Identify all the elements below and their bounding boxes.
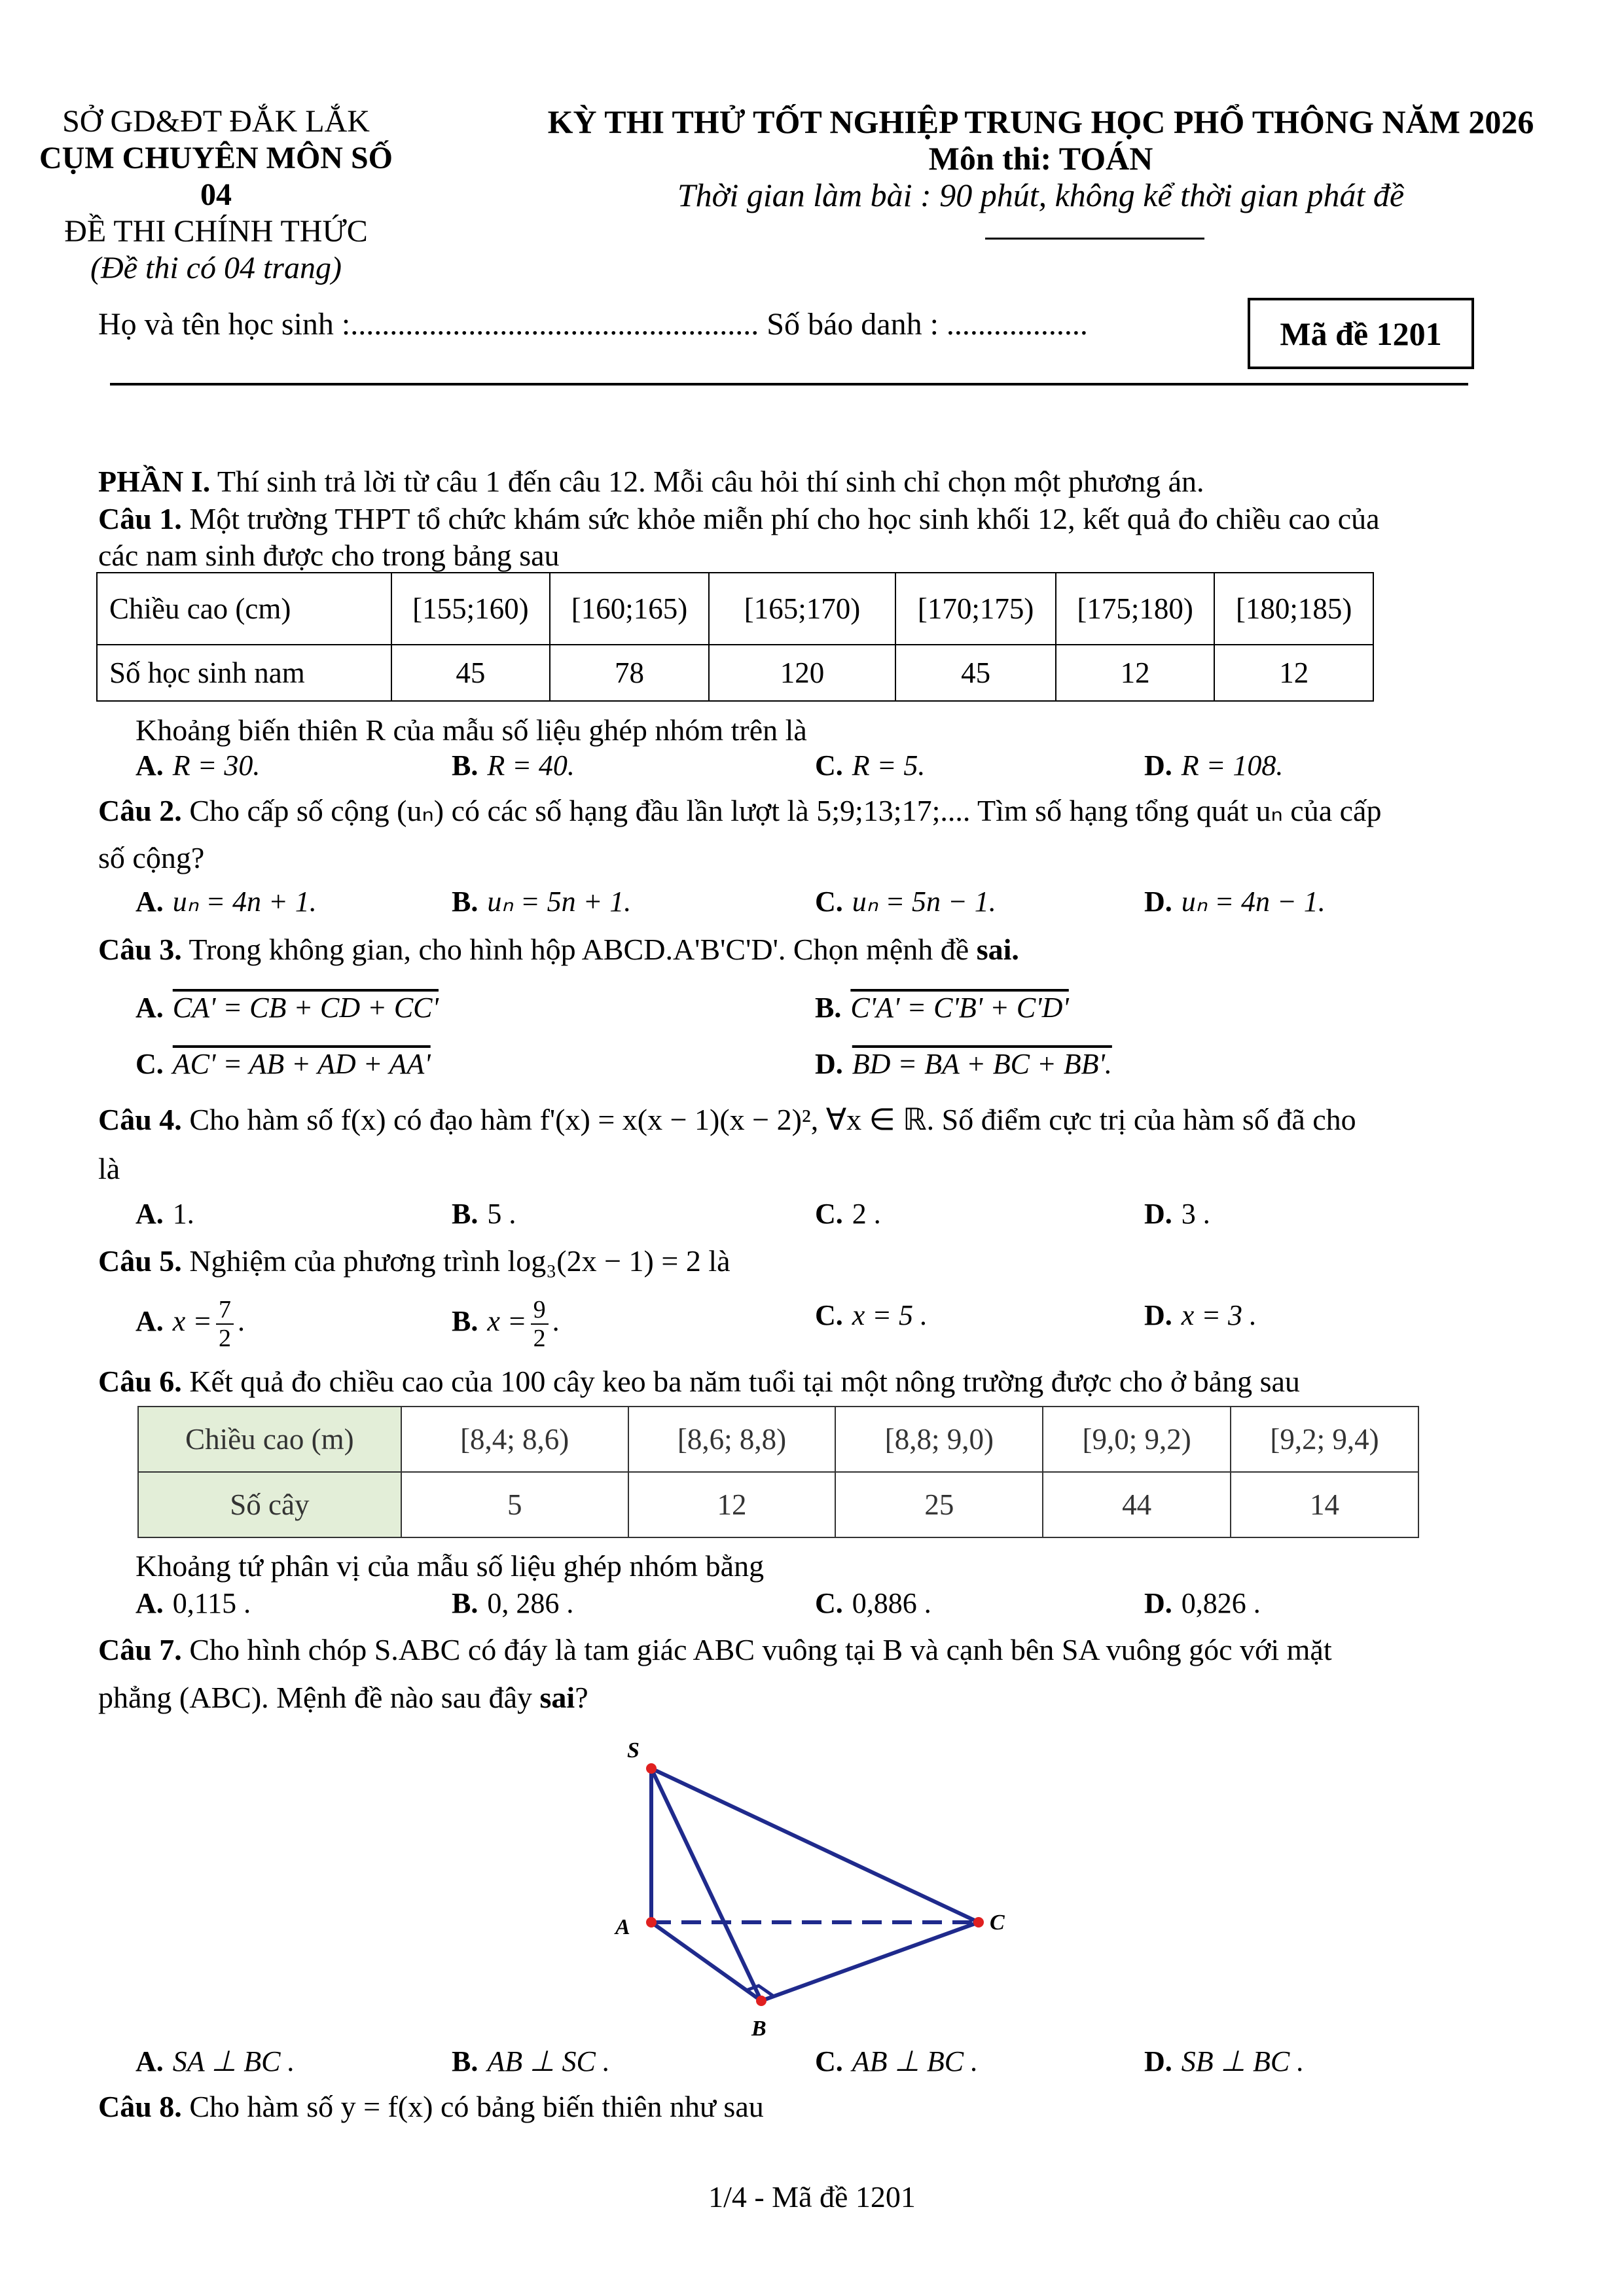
q3-stem: Câu 3. Trong không gian, cho hình hộp ABCD.A'B'C'D'. Chọn mệnh đề sai. [98,933,1019,966]
time-note: Thời gian làm bài : 90 phút, không kể thời gian phát đề [677,177,1405,213]
official-label: ĐỀ THI CHÍNH THỨC [64,214,368,249]
q1-row-cell: 78 [550,645,709,701]
q6-header-cell: Chiều cao (m) [138,1407,401,1472]
exam-code-box: Mã đề 1201 [1248,298,1474,369]
q1-stem: Câu 1. Một trường THPT tổ chức khám sức khỏe miễn phí cho học sinh khối 12, kết quả đo chiều cao của [98,502,1380,535]
label-c: C [990,1910,1005,1935]
q3-option-a[interactable]: A. CA' = CB + CD + CC' [135,992,439,1024]
q1-header-cell: [170;175) [895,573,1056,645]
q5-option-a[interactable]: A. x = $\frac{7}{2}$ . [135,1296,245,1352]
q1-header-cell: [175;180) [1056,573,1215,645]
fraction: $\frac{9}{2}$ [531,1296,549,1352]
label-b: B [751,2017,767,2041]
part1-instruction: PHẦN I. Thí sinh trả lời từ câu 1 đến câu 12. Mỗi câu hỏi thí sinh chỉ chọn một phương án. [98,465,1204,498]
q1-row-cell: 45 [391,645,550,701]
q1-header-cell: Chiều cao (cm) [97,573,391,645]
exam-title: KỲ THI THỬ TỐT NGHIỆP TRUNG HỌC PHỔ THÔNG NĂM 2026 [547,103,1534,140]
q4-option-c[interactable]: C. 2 . [815,1198,881,1230]
q1-header-cell: [160;165) [550,573,709,645]
q6-row-cell: 25 [835,1472,1043,1537]
page-count-note: (Đề thi có 04 trang) [90,251,342,285]
label-a: A [615,1915,630,1939]
q4-option-a[interactable]: A. 1. [135,1198,194,1230]
point-a [646,1917,657,1928]
q5-option-b[interactable]: B. x = $\frac{9}{2}$ . [452,1296,560,1352]
q7-stem-2: phẳng (ABC). Mệnh đề nào sau đây sai? [98,1681,588,1714]
edge-sb [651,1768,761,2001]
point-s [646,1763,657,1774]
q7-option-b[interactable]: B. AB ⊥ SC . [452,2045,610,2077]
q2-option-d[interactable]: D. uₙ = 4n − 1. [1144,886,1326,918]
q1-prompt: Khoảng biến thiên R của mẫu số liệu ghép nhóm trên là [135,713,807,747]
q6-option-a[interactable]: A. 0,115 . [135,1587,251,1619]
header-divider [110,383,1468,386]
q1-stem-2: các nam sinh được cho trong bảng sau [98,539,560,572]
q6-header-cell: [8,4; 8,6) [401,1407,628,1472]
header-divider-short [985,238,1204,240]
cluster-name: CỤM CHUYÊN MÔN SỐ 04 [39,141,393,212]
q4-stem-2: là [98,1152,120,1185]
q6-stem: Câu 6. Kết quả đo chiều cao của 100 cây keo ba năm tuổi tại một nông trường được cho ở bảng sau [98,1365,1300,1398]
q1-option-d[interactable]: D. R = 108. [1144,749,1284,781]
q7-stem: Câu 7. Cho hình chóp S.ABC có đáy là tam giác ABC vuông tại B và cạnh bên SA vuông góc với mặt [98,1633,1332,1666]
q1-option-a[interactable]: A. R = 30. [135,749,261,781]
q5-stem: Câu 5. Nghiệm của phương trình log₃(2x − 1) = 2 là [98,1244,731,1278]
q3-option-b[interactable]: B. C'A' = C'B' + C'D' [815,992,1069,1024]
q2-stem-2: số cộng? [98,841,205,874]
q6-option-d[interactable]: D. 0,826 . [1144,1587,1261,1619]
q6-header-cell: [9,0; 9,2) [1043,1407,1231,1472]
q5-option-d[interactable]: D. x = 3 . [1144,1299,1257,1331]
q7-option-a[interactable]: A. SA ⊥ BC . [135,2045,295,2077]
q1-row-cell: 45 [895,645,1056,701]
page-footer: 1/4 - Mã đề 1201 [708,2180,916,2214]
student-info-line: Họ và tên học sinh :.................................................... Số báo danh : .................. [98,307,1088,342]
q4-option-b[interactable]: B. 5 . [452,1198,516,1230]
q6-prompt: Khoảng tứ phân vị của mẫu số liệu ghép nhóm bằng [135,1549,765,1583]
edge-sc [651,1768,979,1922]
q6-header-cell: [8,8; 9,0) [835,1407,1043,1472]
q6-header-cell: [9,2; 9,4) [1231,1407,1418,1472]
q1-header-cell: [180;185) [1214,573,1373,645]
q6-table [137,1406,1419,1538]
subject: Môn thi: TOÁN [928,140,1153,177]
q2-option-a[interactable]: A. uₙ = 4n + 1. [135,886,317,918]
q1-row-cell: 12 [1056,645,1215,701]
q7-option-d[interactable]: D. SB ⊥ BC . [1144,2045,1305,2077]
q3-option-d[interactable]: D. BD = BA + BC + BB'. [815,1048,1112,1080]
q1-option-b[interactable]: B. R = 40. [452,749,575,781]
vector-expression: CA' = CB + CD + CC' [172,992,439,1024]
q6-header-cell: [8,6; 8,8) [628,1407,836,1472]
q6-row-cell: 44 [1043,1472,1231,1537]
point-b [756,1996,767,2006]
q2-option-b[interactable]: B. uₙ = 5n + 1. [452,886,632,918]
q1-row-cell: Số học sinh nam [97,645,391,701]
q6-row-cell: Số cây [138,1472,401,1537]
q2-option-c[interactable]: C. uₙ = 5n − 1. [815,886,996,918]
q4-option-d[interactable]: D. 3 . [1144,1198,1210,1230]
q3-option-c[interactable]: C. AC' = AB + AD + AA' [135,1048,431,1080]
q8-stem: Câu 8. Cho hàm số y = f(x) có bảng biến thiên như sau [98,2090,764,2123]
point-c [973,1917,984,1928]
label-s: S [627,1738,640,1763]
pyramid-figure [589,1721,1060,2049]
q6-option-b[interactable]: B. 0, 286 . [452,1587,574,1619]
q1-option-c[interactable]: C. R = 5. [815,749,926,781]
q7-option-c[interactable]: C. AB ⊥ BC . [815,2045,979,2077]
q1-header-cell: [155;160) [391,573,550,645]
q5-option-c[interactable]: C. x = 5 . [815,1299,928,1331]
vector-expression: BD = BA + BC + BB'. [852,1048,1112,1080]
school-dept: SỞ GD&ĐT ĐẮK LẮK [62,104,370,139]
q6-row-cell: 14 [1231,1472,1418,1537]
q6-option-c[interactable]: C. 0,886 . [815,1587,931,1619]
q1-table [96,572,1374,702]
q2-stem: Câu 2. Cho cấp số cộng (uₙ) có các số hạng đầu lần lượt là 5;9;13;17;.... Tìm số hạng tổng quát uₙ của cấp [98,794,1382,827]
edge-bc [761,1922,979,2001]
fraction: $\frac{7}{2}$ [216,1296,234,1352]
q4-stem: Câu 4. Cho hàm số f(x) có đạo hàm f'(x) = x(x − 1)(x − 2)², ∀x ∈ ℝ. Số điểm cực trị của hàm số đã cho [98,1103,1356,1136]
q6-row-cell: 5 [401,1472,628,1537]
vector-expression: AC' = AB + AD + AA' [172,1048,431,1080]
q6-row-cell: 12 [628,1472,836,1537]
q1-row-cell: 12 [1214,645,1373,701]
q1-row-cell: 120 [709,645,896,701]
q1-header-cell: [165;170) [709,573,896,645]
vector-expression: C'A' = C'B' + C'D' [850,992,1069,1024]
